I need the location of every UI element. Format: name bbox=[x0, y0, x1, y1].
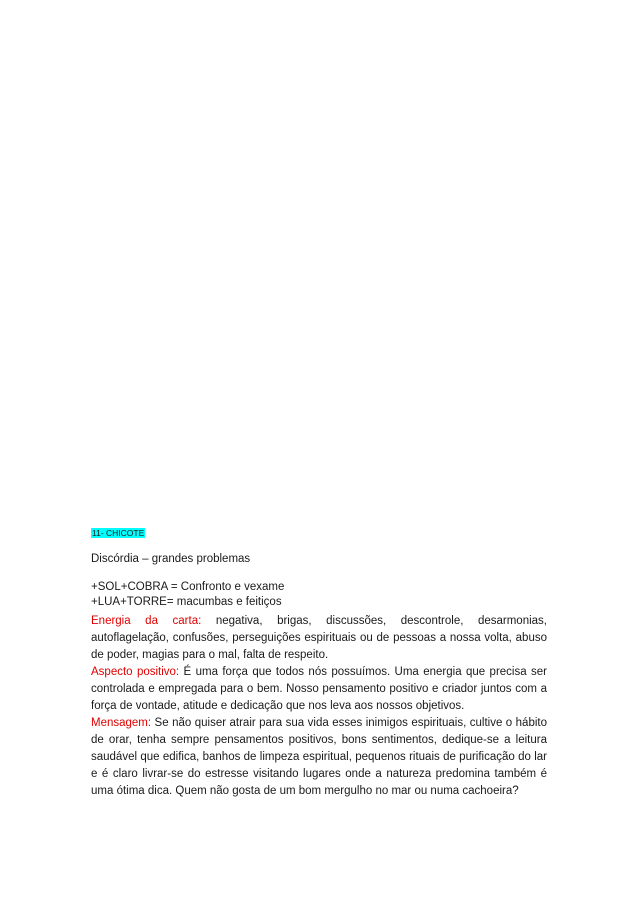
card-heading bbox=[91, 527, 547, 539]
positive-aspect-paragraph bbox=[91, 664, 547, 715]
message-label: Mensagem: bbox=[91, 717, 152, 729]
positive-aspect-label: Aspecto positivo: bbox=[91, 666, 180, 678]
message-text: Se não quiser atrair para sua vida esses inimigos espirituais, cultive o hábito de orar, tenha sempre pensamentos positivos, bons sentimentos, dedique-se a leitura saudável que edifica, banhos de limpeza espiritual, pequenos rituais de purificação do lar e é claro livrar-se do estresse visitando lugares onde a natureza predomina também é uma ótima dica. Quem não gosta de um bom mergulho no mar ou numa cachoeira? bbox=[91, 717, 547, 797]
card-description bbox=[91, 527, 547, 800]
combination-line: +LUA+TORRE= macumbas e feitiços bbox=[91, 596, 282, 608]
card-subtitle: Discórdia – grandes problemas bbox=[91, 553, 251, 565]
message-paragraph bbox=[91, 715, 547, 800]
combination-line: +SOL+COBRA = Confronto e vexame bbox=[91, 581, 285, 593]
energy-label: Energia da carta: bbox=[91, 615, 202, 627]
energy-paragraph bbox=[91, 613, 547, 664]
card-heading-text: 11- CHICOTE bbox=[92, 528, 145, 538]
energy-text: negativa, brigas, discussões, descontrole, desarmonias, autoflagelação, confusões, perseguições espirituais ou de pessoas a nossa volta, abuso de poder, magias para o mal, falta de respeito. bbox=[91, 615, 547, 661]
positive-aspect-text: É uma força que todos nós possuímos. Uma energia que precisa ser controlada e empregada para o bem. Nosso pensamento positivo e criador juntos com a força de vontade, atitude e dedicação que nos leva aos nossos objetivos. bbox=[91, 666, 547, 712]
